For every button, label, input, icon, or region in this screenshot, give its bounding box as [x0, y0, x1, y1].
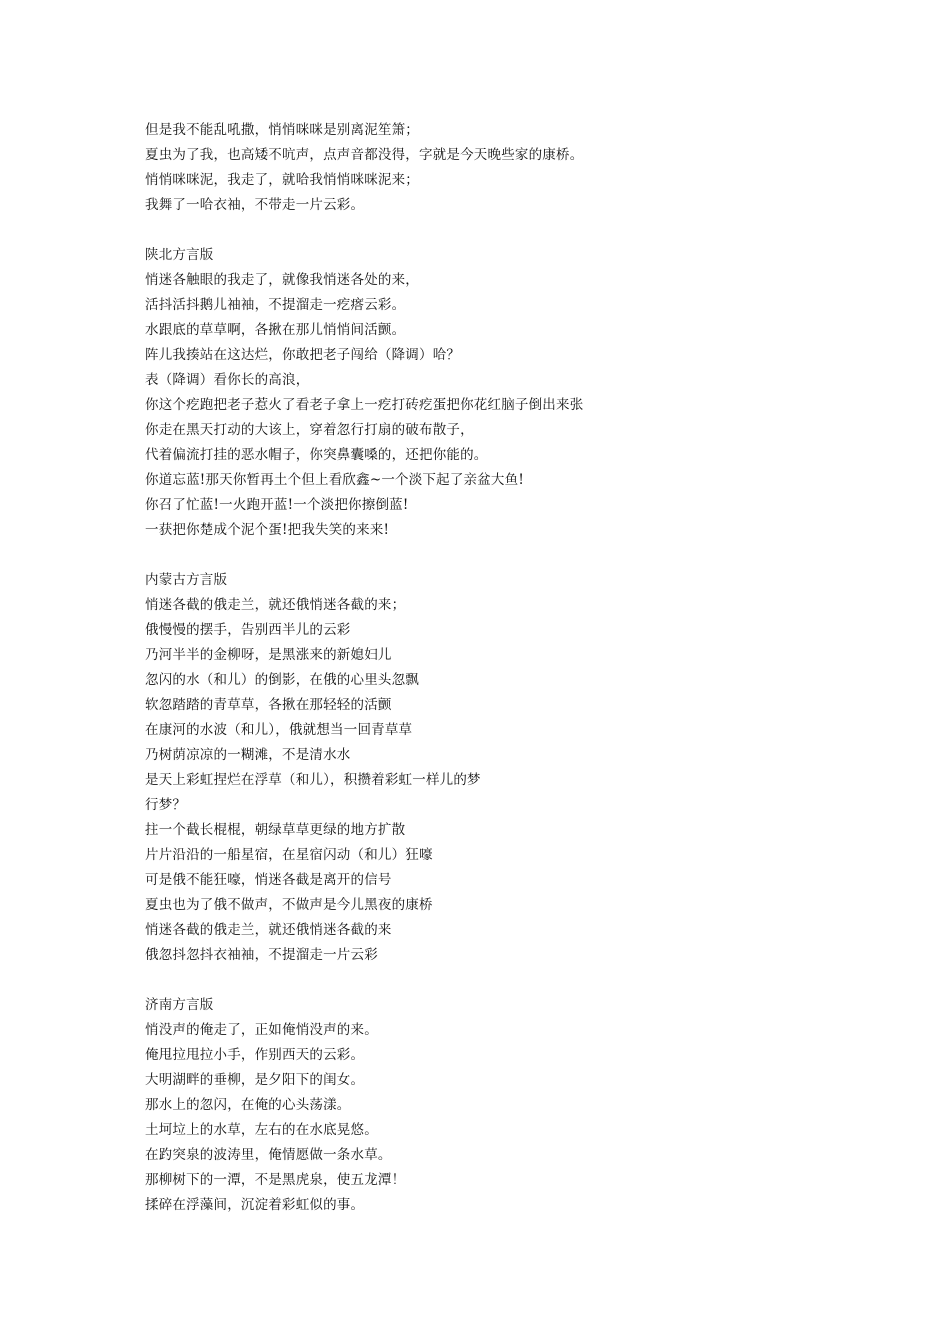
poem-line: 乃河半半的金柳呀，是黑涨来的新媳妇儿 [145, 647, 392, 663]
poem-section [145, 568, 905, 968]
poem-line: 拄一个截长棍棍，朝绿草草更绿的地方扩散 [145, 822, 406, 838]
poem-line: 俄慢慢的摆手，告别西半儿的云彩 [145, 622, 351, 638]
poem-line: 但是我不能乱吼撒，悄悄咪咪是别离泥笙箫； [145, 122, 419, 138]
poem-line: 在趵突泉的波涛里，俺情愿做一条水草。 [145, 1147, 392, 1163]
poem-line: 乃树荫凉凉的一糊滩，不是清水水 [145, 747, 351, 763]
section-heading: 内蒙古方言版 [145, 572, 228, 588]
poem-line: 悄迷各截的俄走兰，就还俄悄迷各截的来 [145, 922, 392, 938]
poem-line: 片片沿沿的一船星宿，在星宿闪动（和儿）狂嚎 [145, 847, 433, 863]
poem-section [145, 118, 905, 218]
poem-line: 揉碎在浮藻间，沉淀着彩虹似的事。 [145, 1197, 365, 1213]
poem-line: 水跟底的草草啊，各揪在那儿悄悄间活颤。 [145, 322, 406, 338]
section-spacer [145, 218, 905, 243]
poem-line: 夏虫为了我，也高矮不吭声，点声音都没得，字就是今天晚些家的康桥。 [145, 147, 584, 163]
poem-line: 土坷垃上的水草，左右的在水底晃悠。 [145, 1122, 378, 1138]
poem-line: 可是俄不能狂嚎，悄迷各截是离开的信号 [145, 872, 392, 888]
poem-line: 大明湖畔的垂柳，是夕阳下的闺女。 [145, 1072, 365, 1088]
poem-line: 在康河的水波（和儿），俄就想当一回青草草 [145, 722, 413, 738]
poem-line: 你走在黑天打动的大该上，穿着忽行打扇的破布散子， [145, 422, 474, 438]
poem-line: 软忽踏踏的青草草，各揪在那轻轻的活颤 [145, 697, 392, 713]
poem-line: 你这个疙跑把老子惹火了看老子拿上一疙打砖疙蛋把你花红脑子倒出来张 [145, 397, 584, 413]
document-body [145, 118, 905, 1218]
poem-line: 那水上的忽闪，在俺的心头荡漾。 [145, 1097, 351, 1113]
poem-line: 阵儿我揍站在这达烂，你敢把老子闯给（降调）哈？ [145, 347, 461, 363]
section-heading: 济南方言版 [145, 997, 214, 1013]
poem-line: 你道忘蓝!那天你暂再土个但上看欣鑫~一个淡下起了亲盆大鱼! [145, 472, 524, 488]
poem-line: 俄忽抖忽抖衣袖袖，不提溜走一片云彩 [145, 947, 378, 963]
poem-line: 你召了忙蓝!一火跑开蓝!一个淡把你擦倒蓝! [145, 497, 409, 513]
poem-line: 悄迷各截的俄走兰，就还俄悄迷各截的来； [145, 597, 406, 613]
poem-line: 悄悄咪咪泥，我走了，就哈我悄悄咪咪泥来； [145, 172, 419, 188]
poem-line: 悄没声的俺走了，正如俺悄没声的来。 [145, 1022, 378, 1038]
poem-section [145, 993, 905, 1218]
poem-line: 表（降调）看你长的高浪， [145, 372, 310, 388]
poem-line: 忽闪的水（和儿）的倒影，在俄的心里头忽飘 [145, 672, 419, 688]
section-spacer [145, 543, 905, 568]
poem-line: 夏虫也为了俄不做声，不做声是今儿黑夜的康桥 [145, 897, 433, 913]
poem-line: 代着偏流打挂的恶水帽子，你突鼻囊嗓的，还把你能的。 [145, 447, 488, 463]
poem-line: 行梦？ [145, 797, 187, 813]
poem-line: 那柳树下的一潭，不是黑虎泉，使五龙潭！ [145, 1172, 406, 1188]
poem-line: 俺甩拉甩拉小手，作别西天的云彩。 [145, 1047, 365, 1063]
poem-section [145, 243, 905, 543]
poem-line: 我舞了一哈衣袖，不带走一片云彩。 [145, 197, 365, 213]
section-spacer [145, 968, 905, 993]
poem-line: 活抖活抖鹅儿袖袖，不提溜走一疙瘩云彩。 [145, 297, 406, 313]
poem-line: 是天上彩虹捏烂在浮草（和儿），积攒着彩虹一样儿的梦 [145, 772, 481, 788]
poem-line: 悄迷各触眼的我走了，就像我悄迷各处的来， [145, 272, 419, 288]
poem-line: 一获把你楚成个泥个蛋!把我失笑的来来! [145, 522, 390, 538]
section-heading: 陕北方言版 [145, 247, 214, 263]
